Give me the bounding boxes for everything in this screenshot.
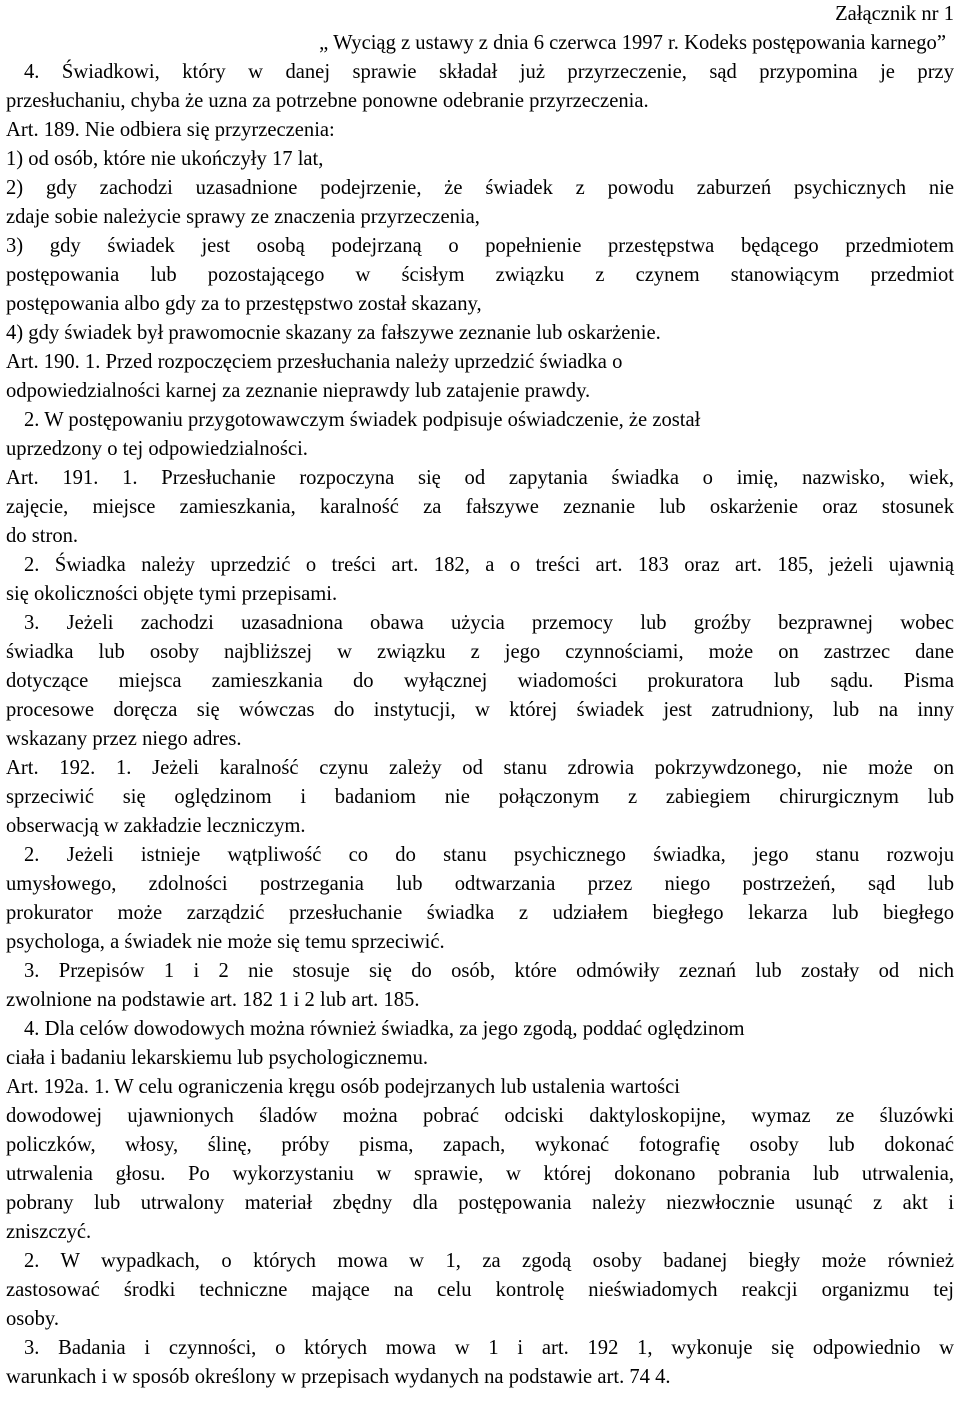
text-line: 3) gdy świadek jest osobą podejrzaną o popełnienie przestępstwa będącego przedmiotem [6,235,954,257]
text-line: odpowiedzialności karnej za zeznanie nieprawdy lub zatajenie prawdy. [6,380,591,402]
text-line: sprzeciwić się oględzinom i badaniom nie połączonym z zabiegiem chirurgicznym lub [6,786,954,808]
document-title: „ Wyciąg z ustawy z dnia 6 czerwca 1997 r. Kodeks postępowania karnego” [319,32,946,54]
text-line: Art. 192. 1. Jeżeli karalność czynu zależy od stanu zdrowia pokrzywdzonego, nie może on [6,757,954,779]
text-line: świadka lub osoby najbliższej w związku z jego czynnościami, może on zastrzec dane [6,641,954,663]
text-line: dotyczące miejsca zamieszkania do wyłącznej wiadomości prokuratora lub sądu. Pisma [6,670,954,692]
text-line: utrwalenia głosu. Po wykorzystaniu w sprawie, w której dokonano pobrania lub utrwalenia, [6,1163,954,1185]
annex-label: Załącznik nr 1 [835,3,954,25]
text-line: 4. Świadkowi, który w danej sprawie składał już przyrzeczenie, sąd przypomina je przy [24,61,954,83]
text-line: postępowania lub pozostającego w ścisłym związku z czynem stanowiącym przedmiot [6,264,954,286]
text-line: zdaje sobie należycie sprawy ze znaczenia przyrzeczenia, [6,206,480,228]
text-line: wskazany przez niego adres. [6,728,242,750]
text-line: zwolnione na podstawie art. 182 1 i 2 lub art. 185. [6,989,420,1011]
text-line: się okoliczności objęte tymi przepisami. [6,583,338,605]
text-line: zajęcie, miejsce zamieszkania, karalność za fałszywe zeznanie lub oskarżenie oraz stosunek [6,496,954,518]
text-line: osoby. [6,1308,60,1330]
text-line: przesłuchaniu, chyba że uzna za potrzebne ponowne odebranie przyrzeczenia. [6,90,649,112]
text-line: psychologa, a świadek nie może się temu sprzeciwić. [6,931,445,953]
text-line: prokurator może zarządzić przesłuchanie świadka z udziałem biegłego lekarza lub biegłego [6,902,954,924]
text-line: postępowania albo gdy za to przestępstwo został skazany, [6,293,482,315]
text-line: ciała i badaniu lekarskiemu lub psychologicznemu. [6,1047,429,1069]
text-line: Art. 192a. 1. W celu ograniczenia kręgu osób podejrzanych lub ustalenia wartości [6,1076,681,1098]
text-line: 2. W wypadkach, o których mowa w 1, za zgodą osoby badanej biegły może również [24,1250,954,1272]
text-line: uprzedzony o tej odpowiedzialności. [6,438,308,460]
text-line: umysłowego, zdolności postrzegania lub odtwarzania przez niego postrzeżeń, sąd lub [6,873,954,895]
text-line: 4) gdy świadek był prawomocnie skazany za fałszywe zeznanie lub oskarżenie. [6,322,661,344]
text-line: 2. Jeżeli istnieje wątpliwość co do stanu psychicznego świadka, jego stanu rozwoju [24,844,954,866]
text-line: policzków, włosy, ślinę, próby pisma, zapach, wykonać fotografię osoby lub dokonać [6,1134,954,1156]
text-line: Art. 191. 1. Przesłuchanie rozpoczyna się od zapytania świadka o imię, nazwisko, wiek, [6,467,954,489]
text-line: 4. Dla celów dowodowych można również świadka, za jego zgodą, poddać oględzinom [24,1018,745,1040]
text-line: pobrany lub utrwalony materiał zbędny dla postępowania należy niezwłocznie usunąć z akt i [6,1192,954,1214]
text-line: 1) od osób, które nie ukończyły 17 lat, [6,148,324,170]
text-line: 3. Jeżeli zachodzi uzasadniona obawa użycia przemocy lub groźby bezprawnej wobec [24,612,954,634]
text-line: Art. 190. 1. Przed rozpoczęciem przesłuchania należy uprzedzić świadka o [6,351,623,373]
text-line: obserwacją w zakładzie leczniczym. [6,815,306,837]
text-line: 3. Przepisów 1 i 2 nie stosuje się do osób, które odmówiły zeznań lub zostały od nich [24,960,954,982]
text-line: 3. Badania i czynności, o których mowa w 1 i art. 192 1, wykonuje się odpowiednio w [24,1337,954,1359]
text-line: do stron. [6,525,79,547]
document-body [6,58,954,1392]
text-line: 2) gdy zachodzi uzasadnione podejrzenie, że świadek z powodu zaburzeń psychicznych nie [6,177,954,199]
text-line: Art. 189. Nie odbiera się przyrzeczenia: [6,119,335,141]
text-line: 2. Świadka należy uprzedzić o treści art. 182, a o treści art. 183 oraz art. 185, jeżeli ujawnią [24,554,954,576]
text-line: dowodowej ujawnionych śladów można pobrać odciski daktyloskopijne, wymaz ze śluzówki [6,1105,954,1127]
text-line: zastosować środki techniczne mające na celu kontrolę nieświadomych reakcji organizmu tej [6,1279,954,1301]
text-line: 2. W postępowaniu przygotowawczym świadek podpisuje oświadczenie, że został [24,409,701,431]
text-line: procesowe doręcza się wówczas do instytucji, w której świadek jest zatrudniony, lub na inny [6,699,954,721]
text-line: zniszczyć. [6,1221,92,1243]
text-line: warunkach i w sposób określony w przepisach wydanych na podstawie art. 74 4. [6,1366,671,1388]
